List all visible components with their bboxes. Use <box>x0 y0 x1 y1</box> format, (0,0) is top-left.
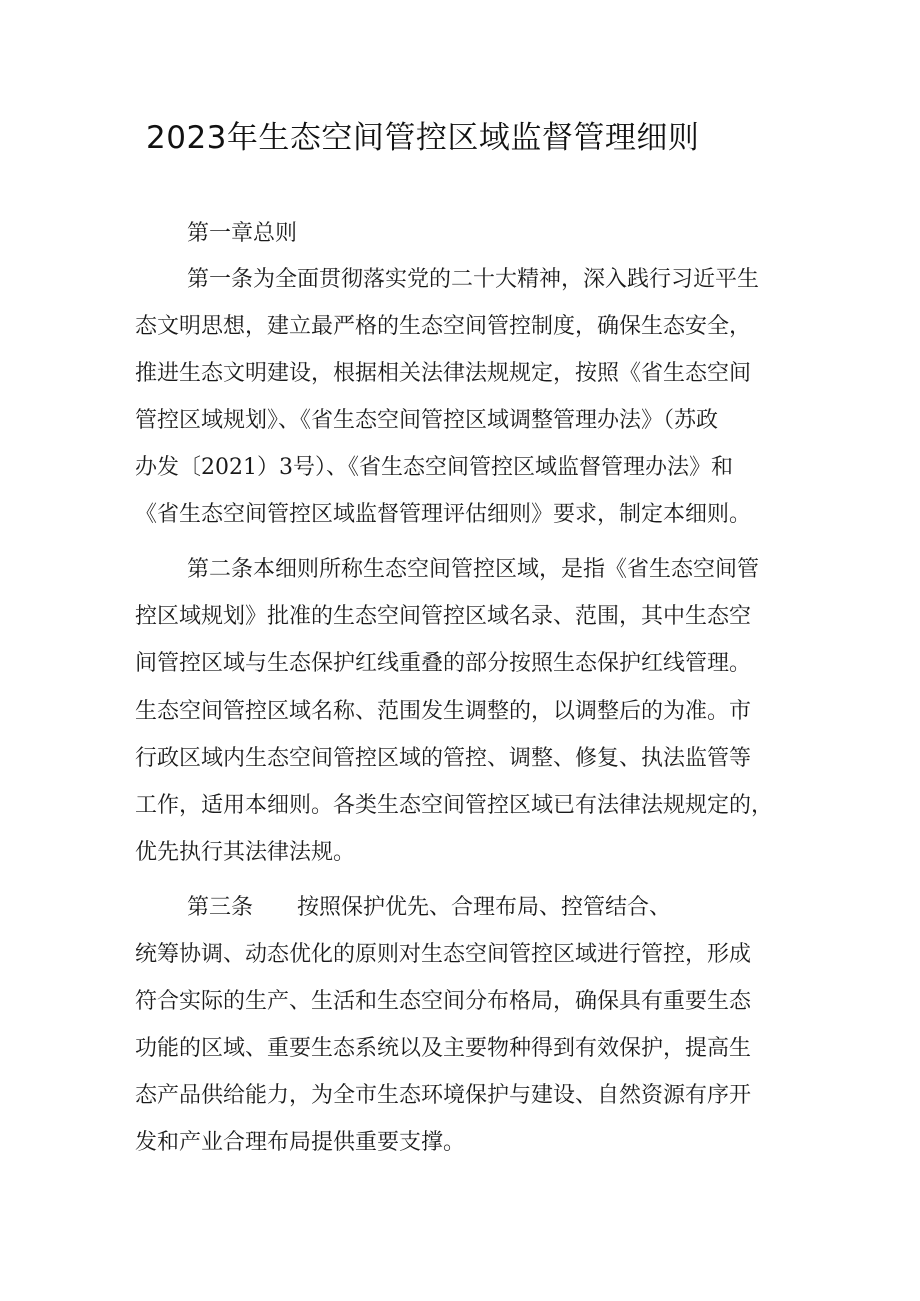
text-line: 优先执行其法律法规。 <box>135 840 356 865</box>
text-line: 态文明思想，建立最严格的生态空间管控制度，确保生态安全， <box>135 314 752 339</box>
text-line: 功能的区域、重要生态系统以及主要物种得到有效保护，提高生 <box>135 1036 752 1061</box>
chapter-heading: 第一章总则 <box>187 221 298 246</box>
text-line: 控区域规划》批准的生态空间管控区域名录、范围，其中生态空 <box>135 604 752 629</box>
text-line: 态产品供给能力，为全市生态环境保护与建设、自然资源有序开 <box>135 1083 752 1108</box>
text-line: 间管控区域与生态保护红线重叠的部分按照生态保护红线管理。 <box>135 651 752 676</box>
document-title: 2023年生态空间管控区域监督管理细则 <box>146 120 700 156</box>
text-line: 符合实际的生产、生活和生态空间分布格局，确保具有重要生态 <box>135 989 752 1014</box>
text-line: 第一条为全面贯彻落实党的二十大精神，深入践行习近平生 <box>187 267 760 292</box>
text-line: 《省生态空间管控区域监督管理评估细则》要求，制定本细则。 <box>135 502 752 527</box>
text-line: 发和产业合理布局提供重要支撑。 <box>135 1130 466 1155</box>
text-line: 统筹协调、动态优化的原则对生态空间管控区域进行管控，形成 <box>135 942 752 967</box>
text-line: 办发〔2021）3号）、《省生态空间管控区域监督管理办法》和 <box>135 455 733 480</box>
text-line: 管控区域规划》、《省生态空间管控区域调整管理办法》（苏政 <box>135 408 719 433</box>
text-line: 工作，适用本细则。各类生态空间管控区域已有法律法规规定的， <box>135 793 774 818</box>
text-line: 生态空间管控区域名称、范围发生调整的，以调整后的为准。市 <box>135 699 752 724</box>
text-line: 第三条 按照保护优先、合理布局、控管结合、 <box>187 895 672 920</box>
text-line: 推进生态文明建设，根据相关法律法规规定，按照《省生态空间 <box>135 361 752 386</box>
text-line: 行政区域内生态空间管控区域的管控、调整、修复、执法监管等 <box>135 746 752 771</box>
text-line: 第二条本细则所称生态空间管控区域，是指《省生态空间管 <box>187 557 760 582</box>
